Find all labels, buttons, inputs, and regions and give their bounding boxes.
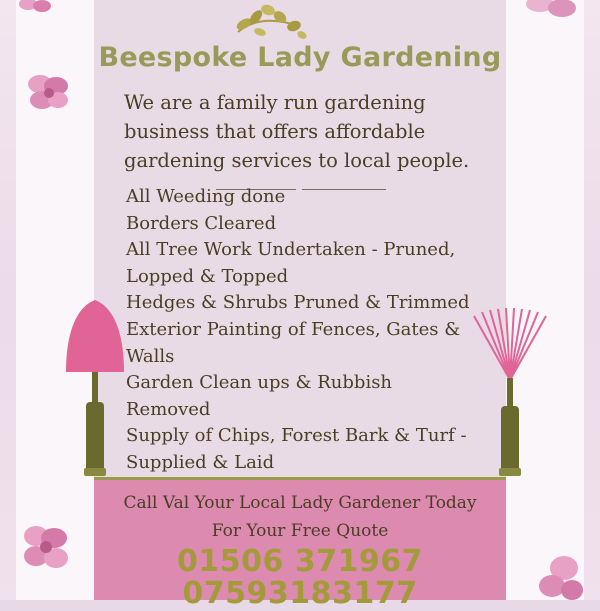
pink-flower-icon	[22, 68, 74, 120]
service-line: Exterior Painting of Fences, Gates &	[126, 318, 461, 340]
service-line: All Tree Work Undertaken - Pruned,	[126, 239, 456, 261]
free-quote-text: For Your Free Quote	[211, 521, 389, 541]
pink-flower-icon	[534, 552, 584, 600]
service-line: Supply of Chips, Forest Bark & Turf -	[126, 425, 467, 447]
rake-icon	[470, 308, 550, 480]
intro-line: business that offers affordable	[124, 120, 426, 143]
intro-text	[124, 88, 494, 175]
intro-line: gardening services to local people.	[124, 149, 470, 172]
pink-flower-icon	[18, 520, 74, 580]
business-title: Beespoke Lady Gardening	[98, 42, 502, 73]
service-line: Hedges & Shrubs Pruned & Trimmed	[126, 292, 470, 314]
service-line: Removed	[126, 398, 211, 420]
phone-number[interactable]: 07593183177	[182, 576, 418, 611]
services-list	[126, 184, 476, 477]
pink-flower-icon	[520, 0, 580, 20]
intro-line: We are a family run gardening	[124, 91, 426, 114]
service-line: Walls	[126, 345, 175, 367]
gold-leaves-logo-icon	[230, 2, 312, 44]
service-line: Supplied & Laid	[126, 451, 275, 473]
pink-flower-icon	[18, 0, 54, 16]
service-line: Garden Clean ups & Rubbish	[126, 372, 393, 394]
trowel-icon	[64, 298, 126, 480]
service-line: Borders Cleared	[126, 212, 277, 234]
phone-number[interactable]: 01506 371967	[176, 544, 424, 579]
service-line: All Weeding done	[126, 186, 286, 207]
call-to-action: Call Val Your Local Lady Gardener Today	[123, 493, 477, 513]
service-line: Lopped & Topped	[126, 265, 289, 287]
